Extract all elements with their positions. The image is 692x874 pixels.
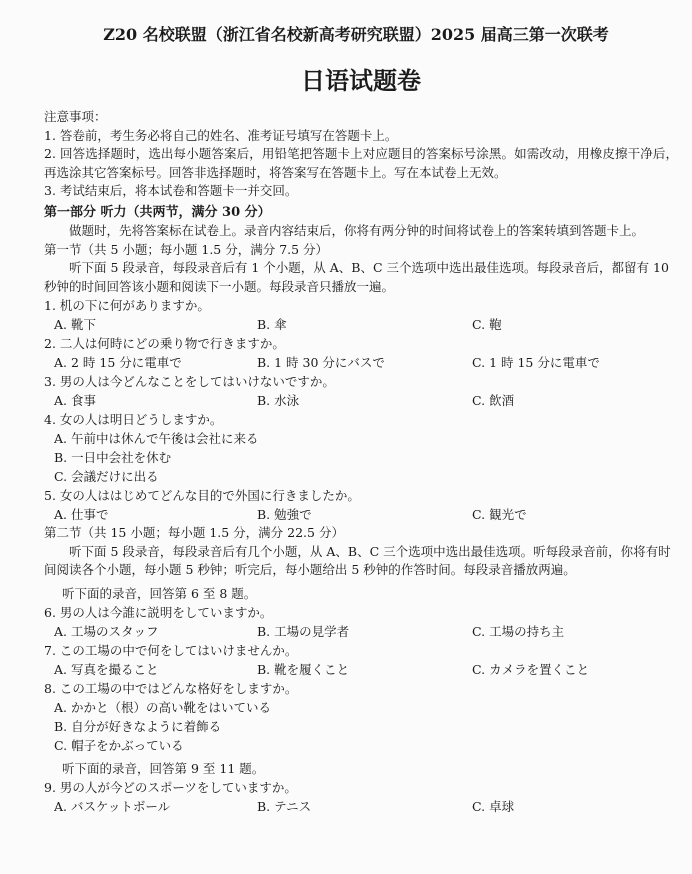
option-c: C. 1 時 15 分に電車で	[472, 355, 600, 370]
question-2: 2. 二人は何時にどの乗り物で行きますか。	[44, 336, 285, 351]
question-3-options	[44, 391, 678, 410]
question-4-option-a: A. 午前中は休んで午後は会社に来る	[54, 431, 259, 446]
option-a: A. 工場のスタッフ	[54, 623, 159, 639]
question-9: 9. 男の人が今どのスポーツをしていますか。	[44, 779, 297, 795]
question-4: 4. 女の人は明日どうしますか。	[44, 412, 223, 427]
option-c: C. 鞄	[472, 317, 502, 332]
option-c: C. カメラを置くこと	[472, 661, 590, 677]
section2-heading: 第二节（共 15 小题；每小题 1.5 分，满分 22.5 分）	[44, 525, 344, 540]
option-a: A. バスケットボール	[54, 798, 171, 814]
part1-heading: 第一部分 听力（共两节，满分 30 分）	[44, 204, 271, 220]
question-7: 7. この工場の中で何をしてはいけませんか。	[44, 642, 298, 658]
option-b: B. 工場の見学者	[257, 623, 350, 639]
question-9-options	[44, 797, 678, 816]
listen-instruction-9-11: 听下面的录音，回答第 9 至 11 题。	[62, 760, 265, 776]
listen-instruction-6-8: 听下面的录音，回答第 6 至 8 题。	[62, 585, 257, 601]
part1-instruction: 做题时，先将答案标在试卷上。录音内容结束后，你将有两分钟的时间将试卷上的答案转填到答题卡上。	[69, 223, 645, 238]
question-1: 1. 机の下に何がありますか。	[44, 298, 210, 313]
option-c: C. 観光で	[472, 507, 527, 522]
option-c: C. 飲酒	[472, 393, 515, 408]
option-b: B. 傘	[257, 317, 287, 332]
question-4-option-c: C. 会議だけに出る	[54, 469, 159, 484]
option-b: B. 靴を履くこと	[257, 661, 350, 677]
option-a: A. 写真を撮ること	[54, 661, 159, 677]
option-b: B. 水泳	[257, 393, 300, 408]
notes-heading: 注意事项：	[44, 109, 107, 124]
question-3: 3. 男の人は今どんなことをしてはいけないですか。	[44, 374, 335, 389]
section2-instruction: 听下面 5 段录音，每段录音后有几个小题，从 A、B、C 三个选项中选出最佳选项。听每段录音前，你将有时间阅读各个小题，每小题 5 秒钟；听完后，每小题给出 5 秒钟的作答时间。每段录音播放两遍。	[44, 543, 671, 577]
question-5-options	[44, 505, 678, 524]
option-b: B. 1 時 30 分にバスで	[257, 355, 385, 370]
option-a: A. 2 時 15 分に電車で	[54, 355, 182, 370]
question-2-options	[44, 353, 678, 372]
question-1-options	[44, 315, 678, 334]
section1-instruction: 听下面 5 段录音，每段录音后有 1 个小题，从 A、B、C 三个选项中选出最佳选项。每段录音后，都留有 10 秒钟的时间回答该小题和阅读下一小题。每段录音只播放一遍。	[44, 260, 669, 294]
note-item-2: 2. 回答选择题时，选出每小题答案后，用铅笔把答题卡上对应题目的答案标号涂黑。如需改动，用橡皮擦干净后，再选涂其它答案标号。回答非选择题时，将答案写在答题卡上。写在本试卷上无效。	[44, 146, 678, 180]
option-c: C. 工場の持ち主	[472, 623, 565, 639]
option-a: A. 仕事で	[54, 507, 109, 522]
section1-heading: 第一节（共 5 小题；每小题 1.5 分，满分 7.5 分）	[44, 241, 329, 257]
question-8-option-b: B. 自分が好きなように着飾る	[54, 718, 222, 734]
option-a: A. 食事	[54, 393, 96, 408]
question-8-option-c: C. 帽子をかぶっている	[54, 737, 184, 753]
option-b: B. テニス	[257, 798, 312, 814]
question-6-options	[44, 622, 678, 641]
note-item-1: 1. 答卷前，考生务必将自己的姓名、准考证号填写在答题卡上。	[44, 127, 398, 143]
question-8: 8. この工場の中ではどんな格好をしますか。	[44, 680, 298, 696]
question-5: 5. 女の人ははじめてどんな目的で外国に行きましたか。	[44, 488, 360, 503]
option-b: B. 勉強で	[257, 507, 312, 522]
option-c: C. 卓球	[472, 798, 515, 814]
question-4-option-b: B. 一日中会社を休む	[54, 450, 172, 465]
question-6: 6. 男の人は今誰に説明をしていますか。	[44, 604, 273, 620]
note-item-3: 3. 考试结束后，将本试卷和答题卡一并交回。	[44, 183, 298, 198]
option-a: A. 靴下	[54, 317, 96, 332]
question-7-options	[44, 660, 678, 679]
paper-title: 日语试题卷	[301, 66, 421, 95]
question-8-option-a: A. かかと（根）の高い靴をはいている	[54, 699, 271, 715]
exam-title: Z20 名校联盟（浙江省名校新高考研究联盟）2025 届高三第一次联考	[103, 25, 609, 44]
